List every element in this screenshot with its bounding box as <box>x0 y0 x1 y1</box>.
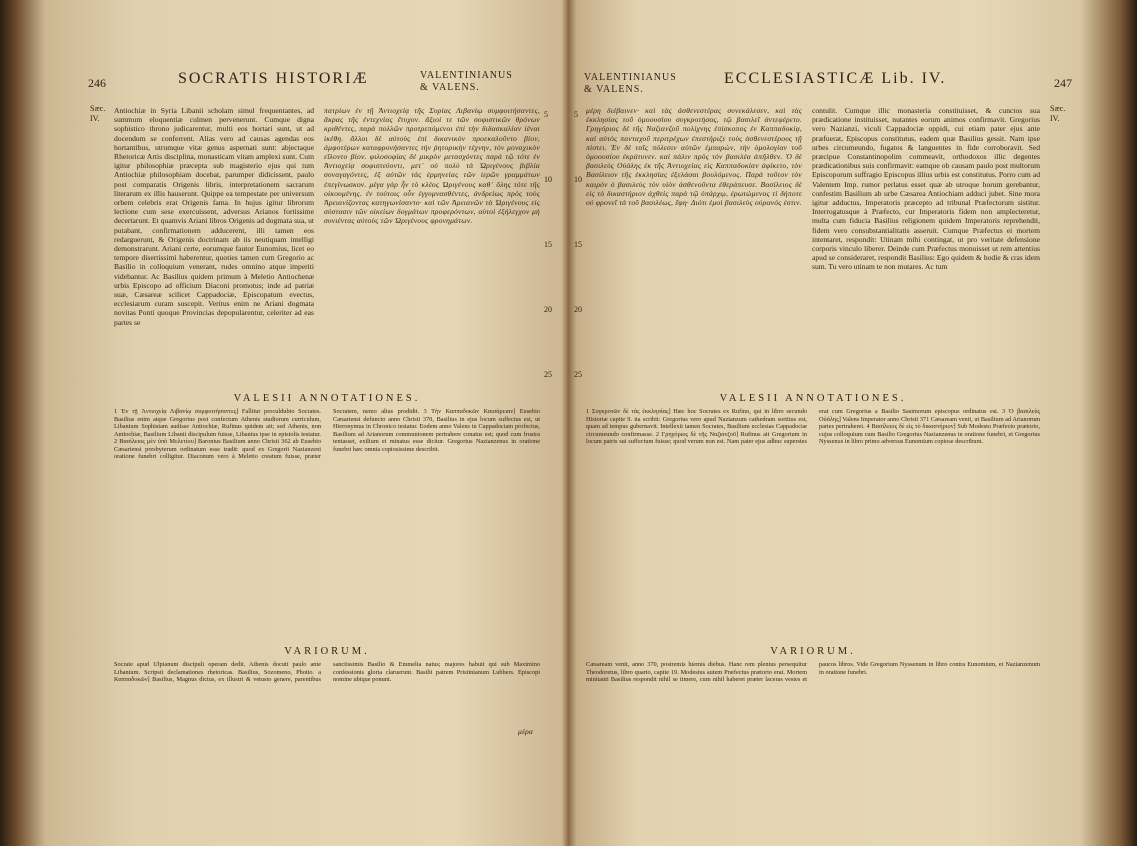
variorum-text: Cæsaream venit, anno 370, postremis hiemis diebus. Hanc rem plenius persequitur Theodoretus, libro quarto, capite 19. Modestus autem Præfectus prætorio erat. Mortem minitanti Basilius respondit nihil se timere, cum nihil haberet præter laceras vestes et paucos libros. Vide Gregorium Nyssenum in libro contra Eunomium, et Nazianzenum in oratione funebri. <box>586 661 1040 683</box>
variorum-text: Socrate apud Ulpianum discipuli operam dedit. Athenis docuit paulo ante Libanium. Scripsit declamationes rhetoricas. Basilius, Sozomeno, Photio. a Καππαδοκῶν] Basilius, Magnus dictus, ex illustri & vetusto genere, parentibus sanctissimis Basilio & Emmelia natus; majores habuit qui sub Maximino confessionis gloria claruerunt. Basilii patrem Pristinianum Lubbers. Episcopi nomine ubique ponunt. <box>114 661 540 683</box>
line-number: 15 <box>574 240 582 249</box>
running-head <box>572 68 1110 98</box>
line-number: 20 <box>574 305 582 314</box>
greek-text: πατρίων ἐν τῇ Ἀντιοχείᾳ τῆς Συρίας Λιβανίῳ συμφοιτήσαντες, ἄκρας τῆς ἐντεχνίας ἔτυχον. ἄξιοί τε τῶν σοφιστικῶν θρόνων κριθέντες, παρὰ πολλῶν προτρεπόμενοι ἐπὶ τὴν διδασκαλίαν ἰέναι ἰκέθη. ἄλλοι δὲ αὐτοὺς ἐπὶ δικανικὸν προεκαλοῦντο βίον, ἀμφοτέρων καταφρονήσαντες τὴν ῥητορικὴν τέχνην, τὸν μοναχικὸν εἵλοντο βίον. φιλοσοφίας δὲ μικρὸν μετασχόντες παρὰ τῷ τότε ἐν Ἀντιοχείᾳ σοφιστεύοντι, μετ᾽ οὐ πολὺ τὰ Ὠριγένους βιβλία συναγαγόντες, ἐξ αὐτῶν τὰς ἑρμηνείας τῶν ἱερῶν γραμμάτων ἐπεγίνωσκον. μέγα γὰρ ἦν τὸ κλέος Ὠριγένους καθ᾽ ὅλης τότε τῆς οἰκουμένης. ἐν τούτοις οὖν ἐγγυμνασθέντες, ἀνδρείως πρὸς τοὺς Ἀρειανίζοντας κατηγωνίσαντο· καὶ τῶν Ἀρειανῶν τὰ Ὠριγένους εἰς σύστασιν τῶν οἰκείων δογμάτων προφερόντων, αὐτοὶ ἐξήλεγχον μὴ συνιέντας αὐτοὺς τῶν Ὠριγένους φρονημάτων. <box>324 106 540 226</box>
greek-column <box>324 106 540 386</box>
line-number: 5 <box>544 110 548 119</box>
line-number: 25 <box>544 370 552 379</box>
left-page <box>18 0 566 846</box>
right-page <box>572 0 1110 846</box>
line-number: 5 <box>574 110 578 119</box>
line-number: 25 <box>574 370 582 379</box>
annotations <box>114 408 540 640</box>
variorum-heading: VARIORUM. <box>770 646 856 657</box>
annotations-text: 1 Ἐν τῇ Ἀντιοχείᾳ Λιβανίῳ συμφοιτήσαντες] Fallitur proculdubio Socrates. Basilius enim atque Gregorius post confectum Athenis studiorum curriculum, Libanium Sophistam audisse Antiochiæ, Rufinus quidem ait; sed Athenis, non Antiochiæ, Basilium Libanii discipulum fuisse, Libanius ipse in epistolis testatur. 2 Βασίλειος μὲν ὑπὸ Μελετίου] Baronius Basilium anno Christi 362 ab Eusebio Cæsariensi presbyterum ordinatum esse tradit: quod ex Gregorii Nazianzeni oratione funebri colligitur. Diaconum vero à Meletio creatum fuisse, præter Socratem, nemo alius prodidit. 3 Τὴν Καππαδοκῶν Καισάρειαν] Eusebio Cæsariensi defuncto anno Christi 370, Basilius in ejus locum suffectus est, ut Hieronymus in Chronico testatur. Eodem anno Valens in Cappadociam profectus, Basilium ad Arianorum communionem pertrahere conatus est; quod cum frustra tentasset, exilium ei minatus esse dicitur. Gregorius Nazianzenus in oratione funebri hæc omnia copiosissime describit. <box>114 408 540 460</box>
latin-text: Antiochiæ in Syria Libanii scholam simul frequentantes, ad summum eloquentiæ culmen pervenerunt. Cumque digna sophistico throno judicarentur, multi eos hortari sunt, ut ad docendum se conferrent. Alias vero ad causas agendas eos hortantibus, utrumque vitæ genus aspernati sunt: abjectaque Rhetoricæ Artis disciplina, monasticam vitam amplexi sunt. Cum igitur philosophiæ præcepta sub magisterio ejus qui tum Antiochiæ philosophiam docebat, parumper didicissent, paulo post comparatis Origenis libris, interpretationem sacrarum literarum ex illis hauserunt. Quippe ea tempestate per universum orbem celebris erat Origenis fama. In hujus igitur librorum lectione cum sese exercuissent, adversus Arianos fortissime decertarunt. Et quamvis Ariani libros Origenis ad dogmata sua, ut putabant, confirmationem adducerent, illi tamen eos redarguerunt, & Origenis doctrinam ab iis neutiquam intelligi demonstrarunt. Ariani certe, eorumque fautor Eunomius, licet eo tempore disertissimi haberentur, quoties tamen cum Gregorio ac Basilio in colloquium venerant, rudes omnino atque imperiti videbantur. Ac Basilius quidem primum à Meletio Antiochenæ urbis Episcopo ad officium Diaconi promotus; inde ad patriæ suæ, Cæsareæ scilicet Cappadociæ, Episcopatum evectus, ecclesiarum curam suscepit. Veritus enim ne Ariani dogmata novitas Ponti quoque Provincias depopularentur, celeriter ad eas partes se <box>114 106 314 327</box>
variorum-notes <box>114 661 540 723</box>
latin-column <box>114 106 314 386</box>
page-number: 247 <box>1054 76 1072 90</box>
greek-text: μέρη διέβαινεν· καὶ τὰς ἀσθενεστέρας συνεκάλεσεν, καὶ τὰς ἐκκλησίας τοῦ ὁμοουσίου συγκροτήσας, τῷ βασιλεῖ ἀντεφέρετο. Γρηγόριος δὲ τῆς Ναζιανζοῦ πολίχνης ἐπίσκοπος ἐν Καππαδοκίᾳ, καὶ αὐτὸς πανταχοῦ περιτρέχων ἐπεστήριζε τοὺς ἀσθενεστέρους τῇ πίστει. Ἐν δὲ ταῖς πόλεσιν αὐτῶν ἐμπαρὼν, τὴν ὁμολογίαν τοῦ ὁμοουσίου ἐκράτυνεν. καὶ πάλιν πρὸς τὸν βασιλέα ἀπῆλθεν. Ὁ δὲ βασιλεὺς Οὐάλης ἐκ τῆς Ἀντιοχείας εἰς Καππαδοκίαν ἀφίκετο, τὸν Βασίλειον τῆς ἐκκλησίας ἐξελάσαι βουλόμενος. Παρὰ τοῦτον τὸν καιρὸν ὁ βασιλεὺς τὸν υἱὸν ἀσθενοῦντα ἐθεράπευσε. Βασίλειος δὲ εἰς τὸ δικαστήριον ἀχθεὶς παρὰ τῷ ὑπάρχῳ, ἐρωτώμενος τί δήποτε οὐ φρονεῖ τὰ τοῦ βασιλέως, ἔφη· Διότι ἐμοὶ βασιλεὺς οὐρανός ἐστιν. <box>586 106 802 208</box>
annotations-text: 1 Συγκροτῶν δὲ τὰς ἐκκλησίας] Hæc hoc Socrates ex Rufino, qui in libro secundo Historiæ capite 9. ita scribit: Gregorius vero apud Nazianzum cathedram sortitus est, quam ad tempus gubernavit. Intellexit tamen Socrates, Basilium ecclesias Cappadociæ circumeundo confirmasse. 2 Γρηγόριος δὲ τῆς Ναζιανζοῦ] Rufinus ait Gregorium in locum patris sui suffectum fuisse; quod verum non est. Nam pater ejus adhuc superstes erat cum Gregorius a Basilio Sasimorum episcopus ordinatus est. 3 Ὁ βασιλεὺς Οὐάλης] Valens Imperator anno Christi 371 Cæsaream venit, ut Basilium ad Arianorum partes pertraheret. 4 Βασίλειος δὲ εἰς τὸ δικαστήριον] Sub Modesto Præfecto prætorio, cujus colloquium cum Basilio Gregorius Nazianzenus in oratione funebri, et Gregorius Nyssenus in libro primo adversus Eunomium copiose describunt. <box>586 408 1040 445</box>
page-number: 246 <box>88 76 106 90</box>
notes-heading: VALESII ANNOTATIONES. <box>233 393 421 404</box>
notes-heading: VALESII ANNOTATIONES. <box>719 393 907 404</box>
variorum-notes <box>586 661 1040 727</box>
page-title: SOCRATIS HISTORIÆ <box>178 70 369 87</box>
catchword: μέρα <box>518 727 534 736</box>
running-subtitle: VALENTINIANUS & VALENS. <box>420 70 513 93</box>
variorum-heading: VARIORUM. <box>284 646 370 657</box>
line-number: 10 <box>574 175 582 184</box>
line-number: 10 <box>544 175 552 184</box>
century-margin-note: Sæc. IV. <box>1050 104 1066 123</box>
annotations <box>586 408 1040 640</box>
running-subtitle: VALENTINIANUS & VALENS. <box>584 72 677 95</box>
line-number: 20 <box>544 305 552 314</box>
century-margin-note: Sæc. IV. <box>90 104 106 123</box>
running-head <box>18 68 566 98</box>
greek-column <box>586 106 802 386</box>
latin-text: contulit. Cumque illic monasteria constituisset, & cunctos sua prædicatione instituisset, nutantes eorum animos confirmavit. Gregorius vero Nazianzi, viculi Cappadociæ oppidi, cui etiam pater ejus ante præfuerat, Episcopus constitutus, eadem quæ Basilius gessit. Nam ipse urbes circumeundo, fugatos & languentes in fide corroboravit. Sed præcipue Constantinopolim commeavit, orthodoxos illic degentes prædicationibus suis confirmavit: eamque ob causam paulo post multorum Episcoporum suffragio Episcopus illius urbis est constitutus. Porro cum ad Valentem Imp. rumor perlatus esset quæ ab utroque horum gerebantur, confestim Basilium ab urbe Cæsarea Antiochiam adduci jubet. Sine mora igitur adductus, Imperatoris præcepto ad tribunal Præfectorum sistitur. Interrogatusque à Præfecto, cur Imperatoris fidem non amplecteretur, multa cum fiducia Basilius religionem quidem Imperatoris reprehendit, fidem vero consubstantialitatis asseruit. Cumque Præfectus ei mortem intentaret, respondit: Utinam mihi contingat, ut pro veritate defensione corporis vinculo liberer. Deinde cum Præfectus monuisset ut rem attentius apud se consideraret, respondit Basilius: Ego quidem & hodie & cras idem sum. Tu vero utinam te non mutares. Ac tum <box>812 106 1040 272</box>
page-title: ECCLESIASTICÆ Lib. IV. <box>724 70 947 87</box>
latin-column <box>812 106 1040 386</box>
line-number: 15 <box>544 240 552 249</box>
